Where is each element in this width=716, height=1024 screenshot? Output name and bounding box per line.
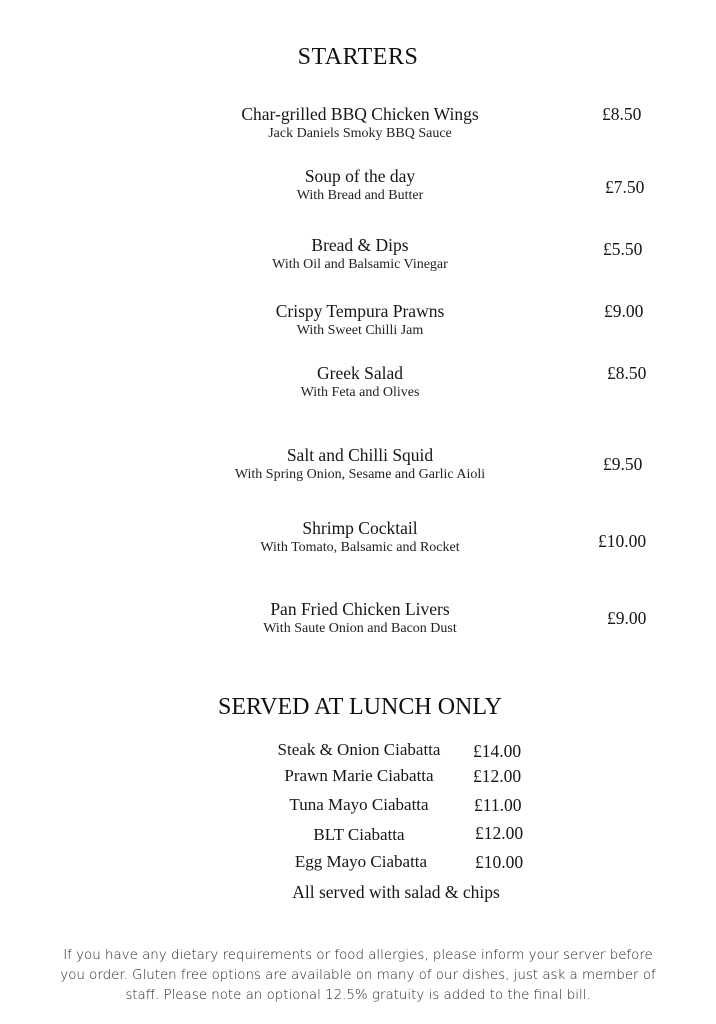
item-description: With Sweet Chilli Jam: [296, 323, 424, 338]
lunch-item-price: £14.00: [473, 741, 522, 761]
menu-item: [160, 599, 560, 638]
lunch-item-name: Egg Mayo Ciabatta: [294, 852, 428, 871]
item-name: Greek Salad: [316, 363, 403, 383]
item-price: £9.00: [604, 301, 644, 321]
menu-item: [160, 301, 560, 340]
item-description: With Spring Onion, Sesame and Garlic Aioli: [234, 467, 486, 482]
allergy-notice: [0, 946, 716, 1006]
lunch-item-price: £10.00: [475, 852, 524, 872]
item-name: Soup of the day: [304, 166, 416, 186]
menu-item: [160, 445, 560, 484]
menu-item: [160, 235, 560, 274]
item-price: £8.50: [607, 363, 647, 383]
item-description: Jack Daniels Smoky BBQ Sauce: [268, 126, 452, 141]
item-name: Salt and Chilli Squid: [286, 445, 434, 465]
item-price: £9.50: [603, 454, 643, 474]
starters-title: STARTERS: [297, 44, 419, 70]
item-price: £7.50: [605, 177, 645, 197]
lunch-item-name: Tuna Mayo Ciabatta: [289, 795, 429, 814]
item-name: Shrimp Cocktail: [302, 518, 418, 538]
menu-item: [160, 518, 560, 557]
menu-item: [160, 166, 560, 205]
lunch-item-price: £12.00: [473, 766, 522, 786]
item-name: Char-grilled BBQ Chicken Wings: [241, 104, 479, 124]
item-name: Bread & Dips: [311, 235, 409, 255]
item-name: Crispy Tempura Prawns: [275, 301, 445, 321]
allergy-notice-line: If you have any dietary requirements or food allergies, please inform your server before: [63, 948, 653, 963]
lunch-note: All served with salad & chips: [292, 882, 500, 902]
item-description: With Tomato, Balsamic and Rocket: [260, 540, 460, 555]
item-description: With Oil and Balsamic Vinegar: [272, 257, 448, 272]
allergy-notice-line: staff. Please note an optional 12.5% gratuity is added to the final bill.: [125, 988, 591, 1003]
lunch-item-price: £12.00: [475, 823, 524, 843]
lunch-title: SERVED AT LUNCH ONLY: [218, 694, 502, 720]
lunch-item-name: BLT Ciabatta: [313, 825, 405, 844]
item-description: With Bread and Butter: [296, 188, 424, 203]
item-name: Pan Fried Chicken Livers: [270, 599, 450, 619]
menu-item: [160, 104, 560, 143]
allergy-notice-line: you order. Gluten free options are available on many of our dishes, just ask a member of: [60, 968, 656, 983]
item-price: £10.00: [598, 531, 647, 551]
menu-item: [160, 363, 560, 402]
lunch-item-price: £11.00: [474, 795, 522, 815]
lunch-item-name: Prawn Marie Ciabatta: [284, 766, 434, 785]
lunch-item-name: Steak & Onion Ciabatta: [277, 740, 441, 759]
item-price: £8.50: [602, 104, 642, 124]
item-description: With Saute Onion and Bacon Dust: [263, 621, 457, 636]
item-price: £9.00: [607, 608, 647, 628]
item-description: With Feta and Olives: [300, 385, 420, 400]
item-price: £5.50: [603, 239, 643, 259]
